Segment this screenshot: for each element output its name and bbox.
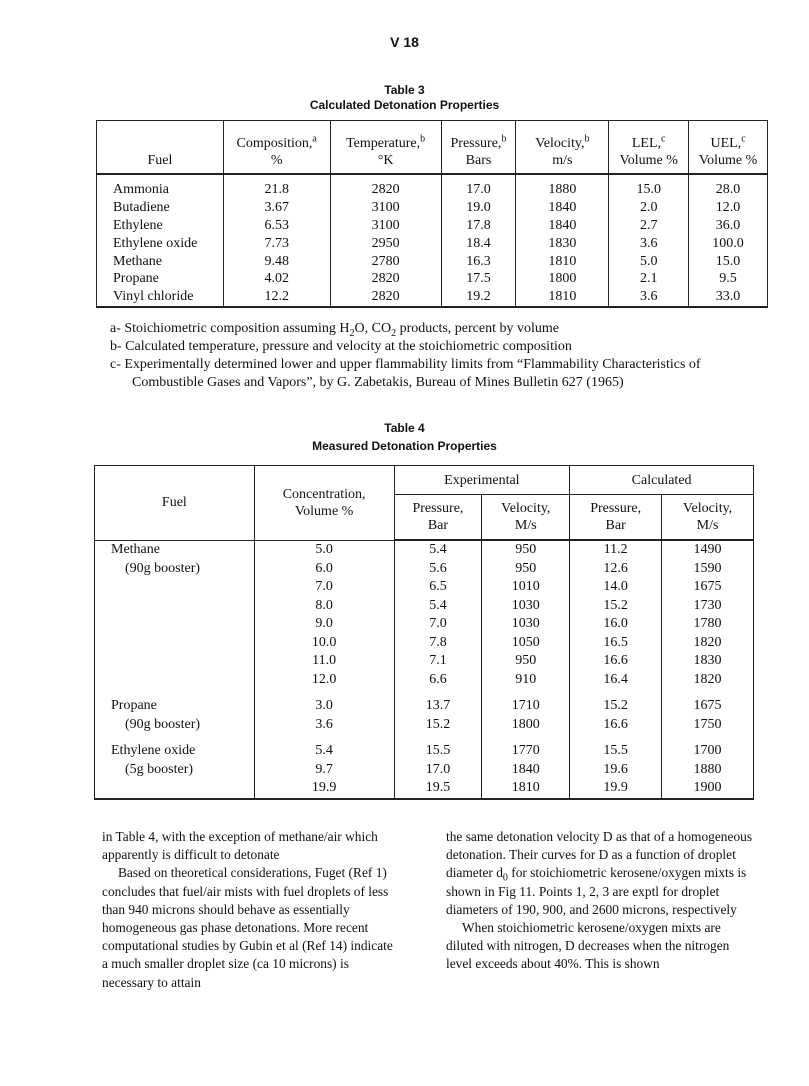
value-cell: 1490 — [662, 540, 754, 560]
value-cell: 17.5 — [441, 270, 516, 288]
fuel-cell: Ethylene oxide — [97, 234, 224, 252]
table3-title: Calculated Detonation Properties — [309, 98, 500, 112]
value-cell: 19.0 — [441, 199, 516, 217]
value-cell: 19.9 — [254, 779, 394, 799]
value-cell: 1030 — [482, 597, 570, 616]
fuel-cell: Methane — [95, 540, 255, 560]
value-cell: 1050 — [482, 634, 570, 653]
value-cell: 19.2 — [441, 288, 516, 307]
table-row — [97, 288, 768, 307]
paragraph: Based on theoretical considerations, Fuget (Ref 1) concludes that fuel/air mists with fuel droplets of less than 940 microns should behave as essentially homogeneous gas phase detonations. More recent computational studies by Gubin et al (Ref 14) indicate a much smaller droplet size (ca 10 microns) is necessary to attain — [102, 865, 393, 990]
fuel-cell: Ammonia — [97, 174, 224, 199]
value-cell: 15.5 — [570, 734, 662, 761]
table-row — [95, 634, 754, 653]
value-cell: 13.7 — [394, 689, 482, 716]
table-row — [95, 671, 754, 690]
header-exp-velocity: Velocity, M/s — [482, 495, 570, 541]
fuel-cell — [95, 634, 255, 653]
table-row — [95, 779, 754, 799]
value-cell: 1750 — [662, 716, 754, 735]
value-cell: 5.0 — [609, 252, 689, 270]
value-cell: 12.0 — [254, 671, 394, 690]
value-cell: 1800 — [482, 716, 570, 735]
value-cell: 15.2 — [570, 597, 662, 616]
fuel-cell — [95, 779, 255, 799]
value-cell: 100.0 — [689, 234, 768, 252]
value-cell: 11.2 — [570, 540, 662, 560]
value-cell: 9.5 — [689, 270, 768, 288]
table-row — [97, 252, 768, 270]
body-text-left — [102, 828, 402, 992]
value-cell: 950 — [482, 540, 570, 560]
value-cell: 9.48 — [223, 252, 330, 270]
value-cell: 1010 — [482, 578, 570, 597]
value-cell: 950 — [482, 652, 570, 671]
header-uel: UEL,$^c$ Volume % — [689, 121, 768, 175]
value-cell: 19.5 — [394, 779, 482, 799]
fuel-cell: Vinyl chloride — [97, 288, 224, 307]
value-cell: 1700 — [662, 734, 754, 761]
value-cell: 1830 — [516, 234, 609, 252]
value-cell: 1830 — [662, 652, 754, 671]
fuel-cell: Ethylene oxide — [95, 734, 255, 761]
value-cell: 4.02 — [223, 270, 330, 288]
value-cell: 5.0 — [254, 540, 394, 560]
value-cell: 3100 — [330, 217, 441, 235]
value-cell: 2780 — [330, 252, 441, 270]
value-cell: 1900 — [662, 779, 754, 799]
value-cell: 1820 — [662, 671, 754, 690]
value-cell: 7.1 — [394, 652, 482, 671]
value-cell: 2820 — [330, 270, 441, 288]
table-row — [97, 199, 768, 217]
value-cell: 1810 — [516, 288, 609, 307]
value-cell: 15.0 — [609, 174, 689, 199]
paragraph: When stoichiometric kerosene/oxygen mixts are diluted with nitrogen, D decreases when the nitrogen level exceeds about 40%. This is shown — [446, 920, 730, 972]
table-row — [95, 734, 754, 761]
value-cell: 15.2 — [394, 716, 482, 735]
header-concentration: Concentration, Volume % — [254, 466, 394, 541]
value-cell: 28.0 — [689, 174, 768, 199]
footnote-b: b- Calculated temperature, pressure and velocity at the stoichiometric composition — [110, 339, 572, 354]
table3 — [96, 120, 768, 308]
table4-label: Table 4 — [384, 421, 425, 435]
value-cell: 1770 — [482, 734, 570, 761]
value-cell: 33.0 — [689, 288, 768, 307]
header-calculated: Calculated — [570, 466, 754, 495]
value-cell: 1840 — [516, 199, 609, 217]
value-cell: 7.73 — [223, 234, 330, 252]
header-calc-velocity: Velocity, M/s — [662, 495, 754, 541]
value-cell: 16.3 — [441, 252, 516, 270]
value-cell: 8.0 — [254, 597, 394, 616]
value-cell: 17.8 — [441, 217, 516, 235]
fuel-cell — [95, 597, 255, 616]
value-cell: 3100 — [330, 199, 441, 217]
value-cell: 21.8 — [223, 174, 330, 199]
table-row — [97, 174, 768, 199]
value-cell: 6.0 — [254, 560, 394, 579]
value-cell: 1840 — [516, 217, 609, 235]
value-cell: 2950 — [330, 234, 441, 252]
header-calc-pressure: Pressure, Bar — [570, 495, 662, 541]
value-cell: 3.6 — [609, 288, 689, 307]
table-row — [95, 540, 754, 560]
table-row — [95, 615, 754, 634]
value-cell: 5.4 — [394, 597, 482, 616]
value-cell: 7.0 — [394, 615, 482, 634]
table-row — [95, 560, 754, 579]
header-composition: Composition,$^a$ % — [223, 121, 330, 175]
fuel-cell: Butadiene — [97, 199, 224, 217]
table3-footnotes — [110, 320, 770, 392]
footnote-a: a- Stoichiometric composition assuming $H_2O$, $CO_2$ products, percent by volume — [110, 321, 559, 339]
page-number: V 18 — [390, 34, 419, 50]
body-text-right — [446, 828, 756, 974]
value-cell: 5.4 — [254, 734, 394, 761]
fuel-cell: Propane — [95, 689, 255, 716]
value-cell: 15.5 — [394, 734, 482, 761]
value-cell: 1800 — [516, 270, 609, 288]
value-cell: 1710 — [482, 689, 570, 716]
value-cell: 7.0 — [254, 578, 394, 597]
header-lel: LEL,$^c$ Volume % — [609, 121, 689, 175]
value-cell: 16.6 — [570, 716, 662, 735]
value-cell: 1730 — [662, 597, 754, 616]
table-row — [97, 270, 768, 288]
value-cell: 1590 — [662, 560, 754, 579]
value-cell: 16.4 — [570, 671, 662, 690]
fuel-cell — [95, 652, 255, 671]
table4-title: Measured Detonation Properties — [312, 439, 497, 453]
table3-label: Table 3 — [384, 83, 425, 97]
header-temperature: Temperature,$^b$ °K — [330, 121, 441, 175]
value-cell: 6.6 — [394, 671, 482, 690]
fuel-cell: (5g booster) — [95, 761, 255, 780]
fuel-cell: Methane — [97, 252, 224, 270]
value-cell: 14.0 — [570, 578, 662, 597]
value-cell: 1030 — [482, 615, 570, 634]
value-cell: 12.0 — [689, 199, 768, 217]
fuel-cell: (90g booster) — [95, 716, 255, 735]
value-cell: 9.7 — [254, 761, 394, 780]
value-cell: 10.0 — [254, 634, 394, 653]
paragraph: in Table 4, with the exception of methane/air which apparently is difficult to detonate — [102, 829, 378, 863]
value-cell: 950 — [482, 560, 570, 579]
value-cell: 910 — [482, 671, 570, 690]
header-velocity: Velocity,$^b$ m/s — [516, 121, 609, 175]
value-cell: 1780 — [662, 615, 754, 634]
header-exp-pressure: Pressure, Bar — [394, 495, 482, 541]
value-cell: 18.4 — [441, 234, 516, 252]
value-cell: 5.6 — [394, 560, 482, 579]
value-cell: 1675 — [662, 689, 754, 716]
table-row — [97, 234, 768, 252]
value-cell: 1820 — [662, 634, 754, 653]
value-cell: 2.0 — [609, 199, 689, 217]
footnote-c: c- Experimentally determined lower and upper flammability limits from “Flammability Characteristics of Combustible Gases and Vapors”, by G. Zabetakis, Bureau of Mines Bulletin 627 (1965) — [110, 357, 701, 390]
value-cell: 6.53 — [223, 217, 330, 235]
value-cell: 1675 — [662, 578, 754, 597]
value-cell: 1810 — [516, 252, 609, 270]
table-row — [95, 652, 754, 671]
table4 — [94, 465, 754, 800]
value-cell: 7.8 — [394, 634, 482, 653]
value-cell: 3.0 — [254, 689, 394, 716]
value-cell: 19.6 — [570, 761, 662, 780]
table-row — [95, 597, 754, 616]
value-cell: 1840 — [482, 761, 570, 780]
header-pressure: Pressure,$^b$ Bars — [441, 121, 516, 175]
value-cell: 12.2 — [223, 288, 330, 307]
value-cell: 16.0 — [570, 615, 662, 634]
table-row — [95, 716, 754, 735]
fuel-cell: (90g booster) — [95, 560, 255, 579]
value-cell: 12.6 — [570, 560, 662, 579]
value-cell: 3.6 — [254, 716, 394, 735]
value-cell: 19.9 — [570, 779, 662, 799]
value-cell: 1810 — [482, 779, 570, 799]
value-cell: 1880 — [516, 174, 609, 199]
value-cell: 16.6 — [570, 652, 662, 671]
value-cell: 2.7 — [609, 217, 689, 235]
value-cell: 11.0 — [254, 652, 394, 671]
table-row — [97, 217, 768, 235]
fuel-cell — [95, 578, 255, 597]
table-row — [95, 689, 754, 716]
table-row — [95, 578, 754, 597]
value-cell: 5.4 — [394, 540, 482, 560]
value-cell: 16.5 — [570, 634, 662, 653]
value-cell: 17.0 — [441, 174, 516, 199]
value-cell: 15.0 — [689, 252, 768, 270]
fuel-cell: Ethylene — [97, 217, 224, 235]
value-cell: 3.6 — [609, 234, 689, 252]
value-cell: 3.67 — [223, 199, 330, 217]
value-cell: 2.1 — [609, 270, 689, 288]
fuel-cell — [95, 671, 255, 690]
value-cell: 15.2 — [570, 689, 662, 716]
header-experimental: Experimental — [394, 466, 570, 495]
value-cell: 6.5 — [394, 578, 482, 597]
paragraph: the same detonation velocity D as that of a homogeneous detonation. Their curves for D as a function of droplet diameter $d_0$ for stoichiometric kerosene/oxygen mixts is shown in Fig 11. Points 1, 2, 3 are exptl for droplet diameters of 190, 900, and 2600 microns, respectively — [446, 829, 753, 917]
fuel-cell — [95, 615, 255, 634]
value-cell: 2820 — [330, 288, 441, 307]
value-cell: 2820 — [330, 174, 441, 199]
value-cell: 1880 — [662, 761, 754, 780]
header-fuel: Fuel — [97, 121, 224, 175]
header-fuel: Fuel — [95, 466, 255, 541]
fuel-cell: Propane — [97, 270, 224, 288]
value-cell: 9.0 — [254, 615, 394, 634]
table-row — [95, 761, 754, 780]
value-cell: 17.0 — [394, 761, 482, 780]
value-cell: 36.0 — [689, 217, 768, 235]
